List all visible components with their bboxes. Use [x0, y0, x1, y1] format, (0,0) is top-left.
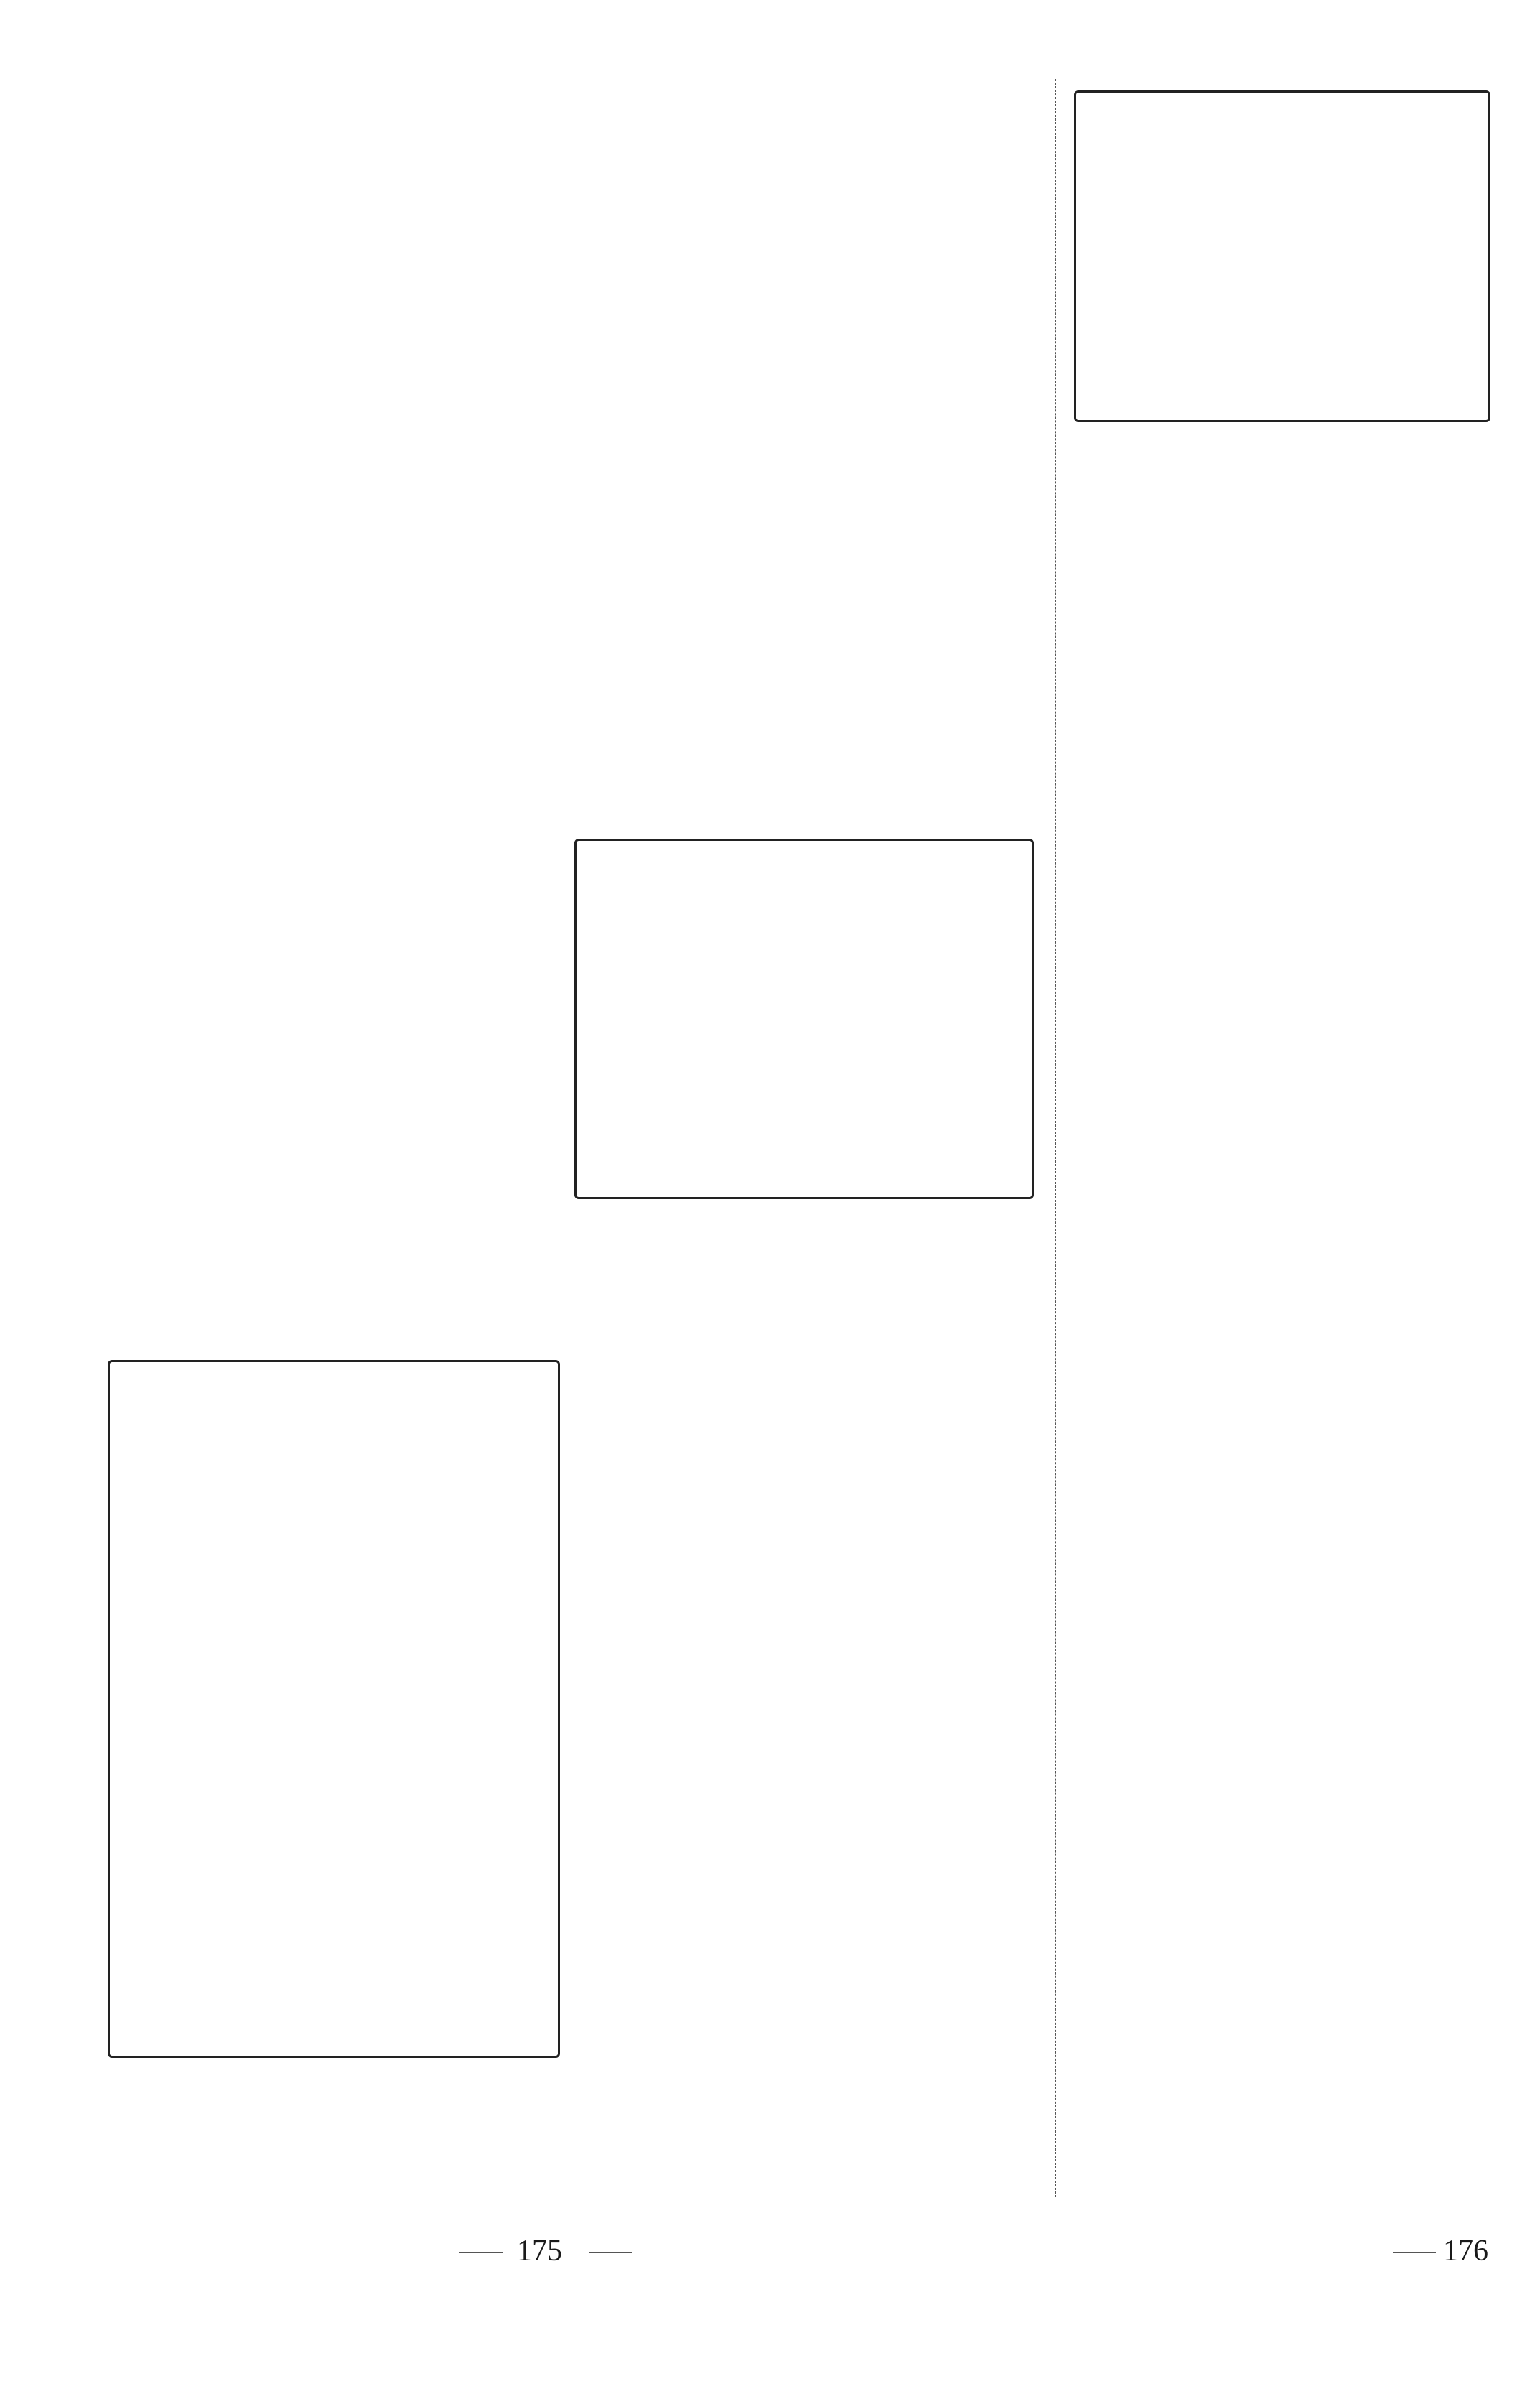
answer-line: [108, 2309, 560, 2345]
answer-line: [1074, 1100, 1490, 1136]
answer-line: [574, 1308, 1034, 1344]
answer-column-right: [1074, 80, 1490, 2237]
answer-line: [1074, 1953, 1490, 1989]
answer-line: [108, 554, 560, 590]
answer-line: [574, 223, 1034, 258]
answer-line: [574, 1924, 1034, 1960]
answer-line: [108, 886, 560, 922]
answer-line: [1074, 910, 1490, 946]
answer-column-middle: [574, 80, 1034, 2067]
answer-line: [574, 1593, 1034, 1629]
column-divider: [1055, 79, 1056, 2197]
page-number-left: 175: [517, 2235, 562, 2268]
answer-line: [108, 317, 560, 353]
translation-box: [108, 1360, 560, 2058]
answer-line: [1074, 1290, 1490, 1326]
answer-line: [1074, 1574, 1490, 1610]
answer-line: [574, 696, 1034, 732]
answer-line: [108, 507, 560, 543]
answer-line: [108, 1313, 560, 1348]
answer-line: [108, 80, 560, 116]
section-heading: [108, 412, 560, 448]
answer-line: [108, 933, 560, 969]
answer-line: [574, 507, 1034, 543]
answer-line: [108, 2120, 560, 2156]
answer-line: [108, 649, 560, 685]
answer-line: [108, 744, 560, 780]
answer-line: [574, 1498, 1034, 1534]
answer-line: [574, 1261, 1034, 1297]
answer-line: [1074, 1147, 1490, 1183]
answer-line: [1074, 1195, 1490, 1231]
answer-line: [574, 791, 1034, 827]
answer-line: [1074, 2143, 1490, 2179]
footer-dash: [589, 2252, 632, 2253]
answer-line: [574, 270, 1034, 306]
answer-line: [574, 1830, 1034, 1865]
answer-line: [574, 1640, 1034, 1676]
answer-line: [1074, 1053, 1490, 1089]
answer-line: [1074, 721, 1490, 757]
answer-line: [574, 1735, 1034, 1771]
answer-line: [574, 460, 1034, 495]
answer-line: [1074, 1621, 1490, 1657]
answer-line: [108, 1076, 560, 1112]
answer-line: [574, 412, 1034, 448]
lesson-heading: [108, 2072, 560, 2108]
answer-line: [574, 317, 1034, 353]
answer-line: [108, 1265, 560, 1301]
answer-line: [574, 128, 1034, 164]
page-number-right: 176: [1443, 2235, 1488, 2268]
answer-line: [108, 1123, 560, 1159]
answer-line: [574, 1356, 1034, 1392]
answer-line: [1074, 2095, 1490, 2131]
answer-line: [574, 744, 1034, 780]
answer-line: [108, 1218, 560, 1254]
answer-line: [108, 981, 560, 1017]
answer-line: [1074, 816, 1490, 852]
answer-line: [108, 791, 560, 827]
section-heading: [1074, 1432, 1490, 1468]
answer-line: [108, 602, 560, 638]
translation-box: [1074, 90, 1490, 422]
answer-line: [1074, 484, 1490, 520]
lesson-heading: [108, 460, 560, 495]
answer-line: [574, 365, 1034, 401]
answer-line: [1074, 1242, 1490, 1278]
answer-line: [1074, 674, 1490, 709]
answer-line: [1074, 437, 1490, 472]
section-heading: [1074, 863, 1490, 899]
footer-dash: [1393, 2252, 1436, 2253]
answer-line: [574, 1450, 1034, 1486]
answer-line: [1074, 1764, 1490, 1799]
answer-line: [108, 2167, 560, 2203]
answer-line: [574, 1545, 1034, 1581]
answer-line: [1074, 1716, 1490, 1752]
answer-line: [574, 554, 1034, 590]
answer-line: [574, 2019, 1034, 2055]
answer-line: [1074, 2000, 1490, 2036]
answer-line: [1074, 626, 1490, 662]
answer-line: [574, 649, 1034, 685]
answer-line: [574, 1782, 1034, 1818]
answer-line: [1074, 958, 1490, 994]
answer-line: [574, 1972, 1034, 2008]
answer-line: [1074, 579, 1490, 615]
answer-line: [108, 128, 560, 164]
answer-line: [108, 365, 560, 401]
answer-line: [1074, 1811, 1490, 1847]
answer-line: [108, 1170, 560, 1206]
translation-box: [574, 839, 1034, 1199]
answer-line: [108, 2214, 560, 2250]
footer-dash: [459, 2252, 503, 2253]
answer-line: [574, 175, 1034, 211]
answer-line: [1074, 2190, 1490, 2226]
answer-line: [1074, 1527, 1490, 1562]
answer-line: [1074, 1669, 1490, 1705]
lesson-heading: [574, 1213, 1034, 1249]
answer-line: [1074, 1858, 1490, 1894]
answer-column-left: [108, 80, 560, 2404]
answer-line: [1074, 2048, 1490, 2084]
answer-line: [108, 2262, 560, 2298]
answer-line: [1074, 1906, 1490, 1942]
answer-line: [108, 839, 560, 875]
answer-line: [574, 1877, 1034, 1913]
answer-line: [574, 1687, 1034, 1723]
answer-line: [1074, 768, 1490, 804]
answer-line: [108, 1028, 560, 1064]
answer-line: [1074, 1384, 1490, 1420]
answer-line: [1074, 1479, 1490, 1515]
answer-line: [108, 175, 560, 211]
answer-line: [574, 1403, 1034, 1439]
answer-line: [108, 270, 560, 306]
answer-line: [574, 80, 1034, 116]
answer-line: [1074, 1337, 1490, 1373]
answer-line: [574, 602, 1034, 638]
answer-line: [1074, 531, 1490, 567]
answer-line: [108, 696, 560, 732]
answer-line: [108, 2357, 560, 2393]
answer-line: [1074, 1005, 1490, 1041]
answer-line: [108, 223, 560, 258]
